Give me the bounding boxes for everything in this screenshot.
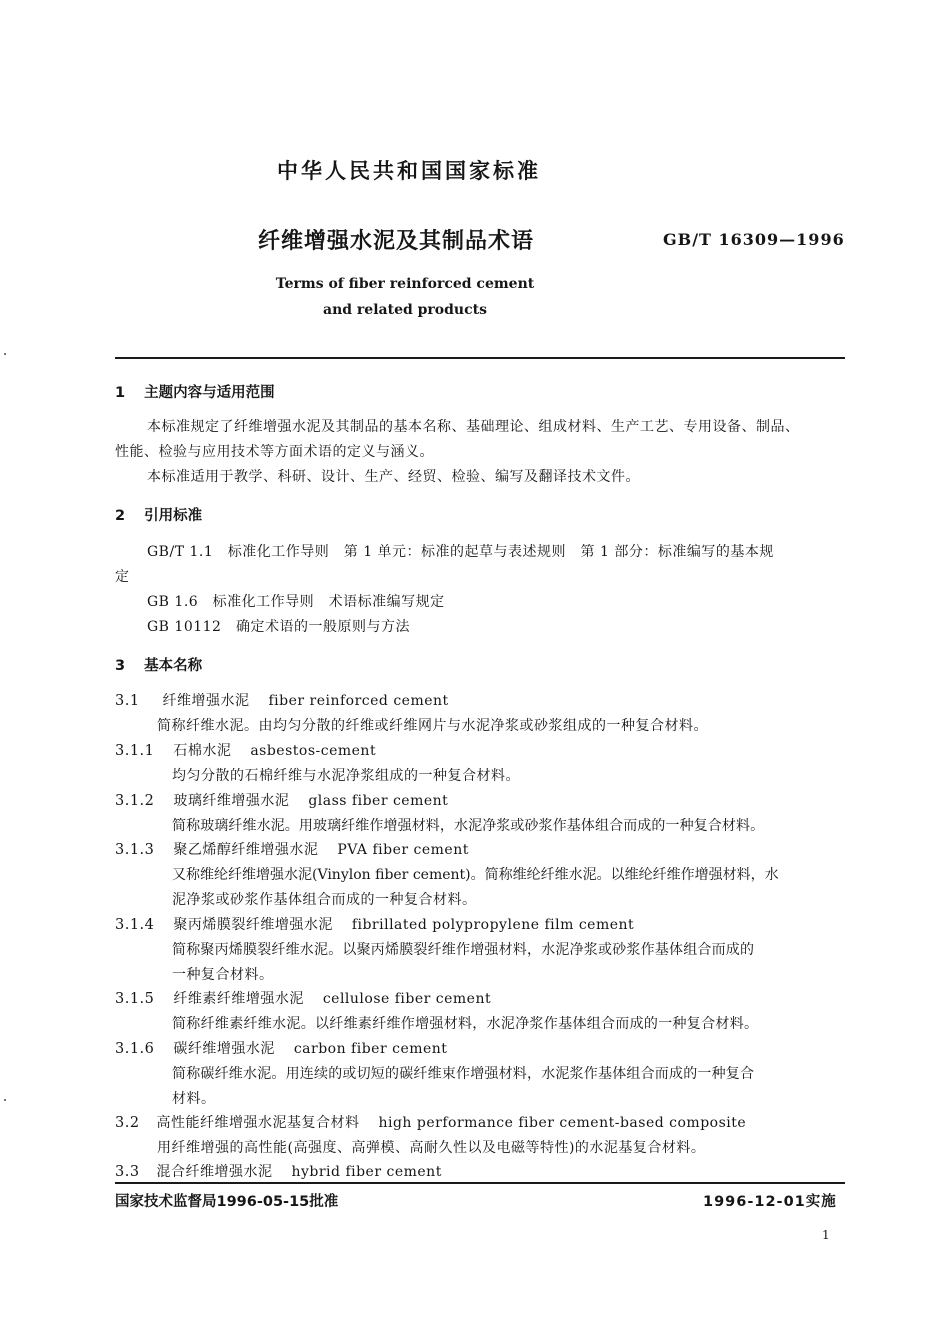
term-zh: 玻璃纤维增强水泥 (173, 793, 290, 809)
term-3-1-4-definition-line-2: 一种复合材料。 (172, 967, 274, 983)
section-title: 基本名称 (144, 658, 203, 674)
section-2-heading (115, 504, 202, 525)
term-en: cellulose fiber cement (322, 991, 492, 1007)
term-zh: 聚丙烯膜裂纤维增强水泥 (173, 917, 333, 933)
term-3-1-1-definition: 均匀分散的石棉纤维与水泥净浆组成的一种复合材料。 (172, 768, 520, 784)
term-zh: 石棉水泥 (173, 743, 232, 759)
term-3-1-4 (115, 914, 634, 934)
section-1-para-2: 本标准适用于教学、科研、设计、生产、经贸、检验、编写及翻译技术文件。 (147, 469, 640, 485)
term-3-1-3-definition-line-2: 泥净浆或砂浆作基体组合而成的一种复合材料。 (172, 892, 477, 908)
term-3-2 (115, 1112, 746, 1132)
term-3-2-definition: 用纤维增强的高性能(高强度、高弹模、高耐久性以及电磁等特性)的水泥基复合材料。 (157, 1140, 706, 1156)
section-title: 主题内容与适用范围 (144, 385, 275, 401)
title-en-line1: Terms of fiber reinforced cement (275, 276, 535, 292)
term-number: 3.3 (115, 1164, 140, 1180)
term-en: glass fiber cement (308, 793, 449, 809)
term-3-1-6-definition-line-2: 材料。 (172, 1091, 216, 1107)
reference-1-line-2: 定 (115, 569, 130, 585)
header-rule (115, 357, 845, 359)
term-number: 3.1.6 (115, 1041, 155, 1057)
term-3-1-2-definition: 简称玻璃纤维水泥。用玻璃纤维作增强材料，水泥净浆或砂浆作基体组合而成的一种复合材料。 (172, 818, 765, 834)
term-3-1-5 (115, 988, 491, 1008)
title-en-line2: and related products (323, 302, 487, 318)
term-zh: 混合纤维增强水泥 (156, 1164, 273, 1180)
document-title-en (200, 271, 610, 323)
term-number: 3.1.3 (115, 842, 155, 858)
term-number: 3.2 (115, 1115, 140, 1131)
term-en: hybrid fiber cement (291, 1164, 442, 1180)
term-en: high performance fiber cement-based composite (378, 1115, 747, 1131)
section-number: 1 (115, 385, 126, 401)
section-1-para-1-line-2: 性能、检验与应用技术等方面术语的定义与涵义。 (115, 444, 434, 460)
document-title-zh: 纤维增强水泥及其制品术语 (258, 229, 535, 254)
term-3-1-2 (115, 790, 448, 810)
reference-2: GB 1.6 标准化工作导则 术语标准编写规定 (147, 594, 445, 610)
term-3-1-3 (115, 839, 469, 859)
footer-rule (115, 1182, 845, 1184)
term-3-3 (115, 1161, 442, 1181)
term-en: PVA fiber cement (337, 842, 469, 858)
term-number: 3.1.2 (115, 793, 155, 809)
term-3-1-5-definition: 简称纤维素纤维水泥。以纤维素纤维作增强材料，水泥净浆作基体组合而成的一种复合材料。 (172, 1016, 759, 1032)
section-1-para-1-line-1: 本标准规定了纤维增强水泥及其制品的基本名称、基础理论、组成材料、生产工艺、专用设备、制品、 (147, 419, 800, 435)
term-zh: 高性能纤维增强水泥基复合材料 (156, 1115, 360, 1131)
term-zh: 碳纤维增强水泥 (173, 1041, 275, 1057)
term-en: carbon fiber cement (293, 1041, 448, 1057)
term-3-1 (115, 690, 449, 710)
term-3-1-1 (115, 740, 376, 760)
page-number: 1 (822, 1228, 830, 1242)
term-number: 3.1.1 (115, 743, 155, 759)
term-number: 3.1.4 (115, 917, 155, 933)
term-en: fibrillated polypropylene film cement (351, 917, 635, 933)
term-zh: 纤维素纤维增强水泥 (173, 991, 304, 1007)
term-zh: 聚乙烯醇纤维增强水泥 (173, 842, 319, 858)
term-3-1-6 (115, 1038, 447, 1058)
term-3-1-6-definition-line-1: 简称碳纤维水泥。用连续的或切短的碳纤维束作增强材料，水泥浆作基体组合而成的一种复合 (172, 1066, 755, 1082)
section-number: 3 (115, 658, 126, 674)
scan-artifact (4, 1099, 6, 1101)
term-zh: 纤维增强水泥 (162, 693, 250, 709)
term-3-1-3-definition-line-1: 又称维纶纤维增强水泥(Vinylon fiber cement)。简称维纶纤维水泥。以维纶纤维作增强材料，水 (172, 867, 779, 883)
section-1-heading (115, 381, 275, 402)
section-number: 2 (115, 508, 126, 524)
approval-date: 国家技术监督局1996-05-15批准 (115, 1194, 339, 1210)
term-3-1-definition: 简称纤维水泥。由均匀分散的纤维或纤维网片与水泥净浆或砂浆组成的一种复合材料。 (157, 718, 708, 734)
implementation-date: 1996-12-01实施 (703, 1194, 837, 1210)
term-3-1-4-definition-line-1: 简称聚丙烯膜裂纤维水泥。以聚丙烯膜裂纤维作增强材料，水泥净浆或砂浆作基体组合而成的 (172, 942, 755, 958)
term-number: 3.1 (115, 693, 140, 709)
section-title: 引用标准 (144, 508, 203, 524)
term-number: 3.1.5 (115, 991, 155, 1007)
reference-1-line-1: GB/T 1.1 标准化工作导则 第 1 单元：标准的起草与表述规则 第 1 部分：标准编写的基本规 (147, 544, 774, 560)
national-standard-heading: 中华人民共和国国家标准 (277, 159, 541, 183)
term-en: fiber reinforced cement (268, 693, 449, 709)
section-3-heading (115, 654, 202, 675)
reference-3: GB 10112 确定术语的一般原则与方法 (147, 619, 410, 635)
scan-artifact (4, 353, 6, 355)
term-en: asbestos-cement (250, 743, 377, 759)
standard-code: GB/T 16309—1996 (663, 230, 845, 249)
